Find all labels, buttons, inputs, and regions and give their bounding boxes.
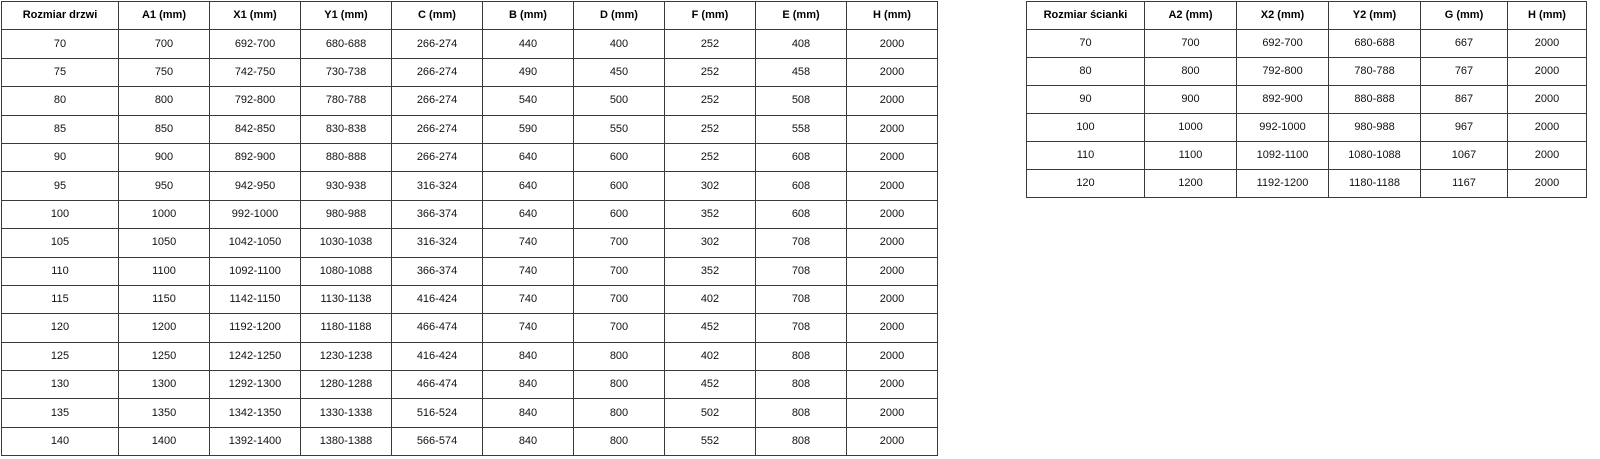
table-cell: 500 <box>574 87 665 115</box>
table-row <box>2 427 938 455</box>
table-cell: 1392-1400 <box>210 427 301 455</box>
table-cell: 700 <box>574 229 665 257</box>
table-cell: 1200 <box>1145 170 1237 198</box>
table-cell: 900 <box>119 143 210 171</box>
table-row <box>1027 114 1587 142</box>
table-row <box>2 200 938 228</box>
table-cell: 490 <box>483 58 574 86</box>
wall-size-table <box>1026 1 1587 198</box>
table-cell: 1000 <box>1145 114 1237 142</box>
table-cell: 90 <box>1027 86 1145 114</box>
table-cell: 566-574 <box>392 427 483 455</box>
table-row <box>2 314 938 342</box>
table-cell: 125 <box>2 342 119 370</box>
table-cell: 808 <box>756 371 847 399</box>
table-cell: 1092-1100 <box>210 257 301 285</box>
table-cell: 85 <box>2 115 119 143</box>
table-cell: 680-688 <box>301 30 392 58</box>
table-cell: 95 <box>2 172 119 200</box>
table-cell: 800 <box>574 399 665 427</box>
column-header: B (mm) <box>483 2 574 30</box>
column-header: Rozmiar drzwi <box>2 2 119 30</box>
table-cell: 1250 <box>119 342 210 370</box>
table-cell: 120 <box>2 314 119 342</box>
table-cell: 266-274 <box>392 143 483 171</box>
table-cell: 416-424 <box>392 342 483 370</box>
table-row <box>1027 86 1587 114</box>
table-cell: 2000 <box>847 58 938 86</box>
table-cell: 767 <box>1421 58 1508 86</box>
table-cell: 110 <box>2 257 119 285</box>
table-cell: 2000 <box>847 399 938 427</box>
table-cell: 992-1000 <box>210 200 301 228</box>
header-row <box>2 2 938 30</box>
table-cell: 1350 <box>119 399 210 427</box>
table-cell: 608 <box>756 172 847 200</box>
table-cell: 880-888 <box>1329 86 1421 114</box>
table-cell: 640 <box>483 172 574 200</box>
table-cell: 140 <box>2 427 119 455</box>
table-cell: 842-850 <box>210 115 301 143</box>
table-cell: 942-950 <box>210 172 301 200</box>
column-header: D (mm) <box>574 2 665 30</box>
column-header: C (mm) <box>392 2 483 30</box>
table-cell: 708 <box>756 229 847 257</box>
table-cell: 980-988 <box>301 200 392 228</box>
table-cell: 708 <box>756 257 847 285</box>
table-cell: 2000 <box>847 200 938 228</box>
table-cell: 452 <box>665 314 756 342</box>
table-cell: 750 <box>119 58 210 86</box>
table-cell: 980-988 <box>1329 114 1421 142</box>
table-cell: 120 <box>1027 170 1145 198</box>
column-header: F (mm) <box>665 2 756 30</box>
table-cell: 700 <box>574 314 665 342</box>
table-cell: 80 <box>1027 58 1145 86</box>
table-cell: 1192-1200 <box>1237 170 1329 198</box>
table-cell: 135 <box>2 399 119 427</box>
table-cell: 80 <box>2 87 119 115</box>
table-cell: 1167 <box>1421 170 1508 198</box>
column-header: A2 (mm) <box>1145 2 1237 30</box>
table-cell: 366-374 <box>392 200 483 228</box>
table-row <box>1027 142 1587 170</box>
table-cell: 2000 <box>1508 114 1587 142</box>
table-cell: 900 <box>1145 86 1237 114</box>
table-cell: 840 <box>483 371 574 399</box>
column-header: A1 (mm) <box>119 2 210 30</box>
table-cell: 466-474 <box>392 371 483 399</box>
table-cell: 2000 <box>847 229 938 257</box>
table-cell: 502 <box>665 399 756 427</box>
table-cell: 2000 <box>1508 58 1587 86</box>
table-cell: 667 <box>1421 30 1508 58</box>
table-cell: 800 <box>1145 58 1237 86</box>
table-cell: 1280-1288 <box>301 371 392 399</box>
table-cell: 2000 <box>1508 30 1587 58</box>
table-cell: 130 <box>2 371 119 399</box>
table-cell: 692-700 <box>1237 30 1329 58</box>
table-cell: 700 <box>1145 30 1237 58</box>
table-cell: 100 <box>1027 114 1145 142</box>
table-cell: 558 <box>756 115 847 143</box>
table-cell: 1330-1338 <box>301 399 392 427</box>
table-row <box>1027 170 1587 198</box>
table-cell: 792-800 <box>210 87 301 115</box>
table-cell: 867 <box>1421 86 1508 114</box>
table-cell: 800 <box>119 87 210 115</box>
table-cell: 590 <box>483 115 574 143</box>
table-cell: 740 <box>483 314 574 342</box>
table-cell: 930-938 <box>301 172 392 200</box>
table-cell: 742-750 <box>210 58 301 86</box>
table-cell: 1230-1238 <box>301 342 392 370</box>
table-cell: 600 <box>574 143 665 171</box>
table-cell: 1100 <box>1145 142 1237 170</box>
table-cell: 302 <box>665 172 756 200</box>
table-cell: 440 <box>483 30 574 58</box>
table-cell: 252 <box>665 87 756 115</box>
table-cell: 75 <box>2 58 119 86</box>
table-cell: 692-700 <box>210 30 301 58</box>
table-row <box>2 229 938 257</box>
table-cell: 416-424 <box>392 285 483 313</box>
table-cell: 100 <box>2 200 119 228</box>
table-row <box>2 143 938 171</box>
table-cell: 640 <box>483 143 574 171</box>
table-cell: 1142-1150 <box>210 285 301 313</box>
table-cell: 808 <box>756 342 847 370</box>
table-cell: 892-900 <box>210 143 301 171</box>
table-cell: 266-274 <box>392 87 483 115</box>
table-cell: 266-274 <box>392 58 483 86</box>
table-cell: 1292-1300 <box>210 371 301 399</box>
table-cell: 708 <box>756 314 847 342</box>
table-cell: 830-838 <box>301 115 392 143</box>
table-cell: 2000 <box>1508 170 1587 198</box>
table-cell: 2000 <box>1508 86 1587 114</box>
table-cell: 90 <box>2 143 119 171</box>
header-row <box>1027 2 1587 30</box>
table-cell: 1180-1188 <box>301 314 392 342</box>
table-cell: 252 <box>665 58 756 86</box>
table-cell: 2000 <box>847 30 938 58</box>
column-header: E (mm) <box>756 2 847 30</box>
table-cell: 1080-1088 <box>1329 142 1421 170</box>
table-cell: 992-1000 <box>1237 114 1329 142</box>
column-header: X2 (mm) <box>1237 2 1329 30</box>
table-cell: 792-800 <box>1237 58 1329 86</box>
table-cell: 850 <box>119 115 210 143</box>
table-row <box>1027 30 1587 58</box>
table-cell: 808 <box>756 399 847 427</box>
table-cell: 466-474 <box>392 314 483 342</box>
table-cell: 105 <box>2 229 119 257</box>
table-cell: 730-738 <box>301 58 392 86</box>
table-cell: 1100 <box>119 257 210 285</box>
table-cell: 266-274 <box>392 30 483 58</box>
table-cell: 252 <box>665 115 756 143</box>
table-cell: 840 <box>483 427 574 455</box>
table-cell: 316-324 <box>392 172 483 200</box>
column-header: Y2 (mm) <box>1329 2 1421 30</box>
table-cell: 1180-1188 <box>1329 170 1421 198</box>
table-cell: 252 <box>665 143 756 171</box>
table-cell: 2000 <box>847 314 938 342</box>
table-cell: 1192-1200 <box>210 314 301 342</box>
table-cell: 110 <box>1027 142 1145 170</box>
table-row <box>1027 58 1587 86</box>
table-cell: 1130-1138 <box>301 285 392 313</box>
table-cell: 1050 <box>119 229 210 257</box>
table-cell: 800 <box>574 371 665 399</box>
table-cell: 1000 <box>119 200 210 228</box>
table-cell: 400 <box>574 30 665 58</box>
table-cell: 1380-1388 <box>301 427 392 455</box>
table-cell: 780-788 <box>1329 58 1421 86</box>
table-cell: 2000 <box>847 427 938 455</box>
table-cell: 808 <box>756 427 847 455</box>
table-cell: 608 <box>756 143 847 171</box>
table-row <box>2 257 938 285</box>
table-cell: 2000 <box>847 285 938 313</box>
table-cell: 800 <box>574 427 665 455</box>
table-cell: 700 <box>574 285 665 313</box>
table-cell: 408 <box>756 30 847 58</box>
table-row <box>2 87 938 115</box>
table-cell: 458 <box>756 58 847 86</box>
table-cell: 302 <box>665 229 756 257</box>
table-cell: 1080-1088 <box>301 257 392 285</box>
table-cell: 880-888 <box>301 143 392 171</box>
table-cell: 892-900 <box>1237 86 1329 114</box>
door-size-table <box>1 1 938 456</box>
table-cell: 2000 <box>847 115 938 143</box>
column-header: H (mm) <box>847 2 938 30</box>
table-cell: 402 <box>665 342 756 370</box>
table-cell: 266-274 <box>392 115 483 143</box>
table-cell: 2000 <box>847 172 938 200</box>
table-cell: 252 <box>665 30 756 58</box>
table-cell: 550 <box>574 115 665 143</box>
table-cell: 516-524 <box>392 399 483 427</box>
table-row <box>2 399 938 427</box>
table-cell: 1342-1350 <box>210 399 301 427</box>
table-row <box>2 58 938 86</box>
table-cell: 402 <box>665 285 756 313</box>
column-header: H (mm) <box>1508 2 1587 30</box>
table-cell: 1200 <box>119 314 210 342</box>
table-cell: 1042-1050 <box>210 229 301 257</box>
table-cell: 740 <box>483 229 574 257</box>
table-cell: 700 <box>119 30 210 58</box>
table-cell: 640 <box>483 200 574 228</box>
table-row <box>2 30 938 58</box>
table-cell: 508 <box>756 87 847 115</box>
column-header: G (mm) <box>1421 2 1508 30</box>
table-cell: 70 <box>1027 30 1145 58</box>
table-cell: 1092-1100 <box>1237 142 1329 170</box>
table-cell: 608 <box>756 200 847 228</box>
table-cell: 708 <box>756 285 847 313</box>
table-row <box>2 115 938 143</box>
column-header: Rozmiar ścianki <box>1027 2 1145 30</box>
table-cell: 115 <box>2 285 119 313</box>
table-cell: 2000 <box>847 143 938 171</box>
table-cell: 950 <box>119 172 210 200</box>
table-cell: 1400 <box>119 427 210 455</box>
table-row <box>2 172 938 200</box>
table-cell: 840 <box>483 342 574 370</box>
table-cell: 2000 <box>1508 142 1587 170</box>
table-cell: 366-374 <box>392 257 483 285</box>
table-row <box>2 371 938 399</box>
table-cell: 780-788 <box>301 87 392 115</box>
table-cell: 1300 <box>119 371 210 399</box>
table-row <box>2 342 938 370</box>
table-cell: 1242-1250 <box>210 342 301 370</box>
table-cell: 600 <box>574 200 665 228</box>
table-cell: 2000 <box>847 371 938 399</box>
table-row <box>2 285 938 313</box>
column-header: X1 (mm) <box>210 2 301 30</box>
table-cell: 840 <box>483 399 574 427</box>
table-cell: 452 <box>665 371 756 399</box>
table-cell: 967 <box>1421 114 1508 142</box>
table-cell: 540 <box>483 87 574 115</box>
table-cell: 352 <box>665 200 756 228</box>
table-cell: 700 <box>574 257 665 285</box>
table-cell: 1030-1038 <box>301 229 392 257</box>
table-cell: 740 <box>483 257 574 285</box>
table-cell: 450 <box>574 58 665 86</box>
column-header: Y1 (mm) <box>301 2 392 30</box>
table-cell: 70 <box>2 30 119 58</box>
table-cell: 2000 <box>847 87 938 115</box>
table-cell: 800 <box>574 342 665 370</box>
table-cell: 316-324 <box>392 229 483 257</box>
table-cell: 1067 <box>1421 142 1508 170</box>
table-cell: 2000 <box>847 257 938 285</box>
table-cell: 1150 <box>119 285 210 313</box>
table-cell: 552 <box>665 427 756 455</box>
table-cell: 740 <box>483 285 574 313</box>
table-cell: 352 <box>665 257 756 285</box>
table-cell: 600 <box>574 172 665 200</box>
table-cell: 680-688 <box>1329 30 1421 58</box>
table-cell: 2000 <box>847 342 938 370</box>
